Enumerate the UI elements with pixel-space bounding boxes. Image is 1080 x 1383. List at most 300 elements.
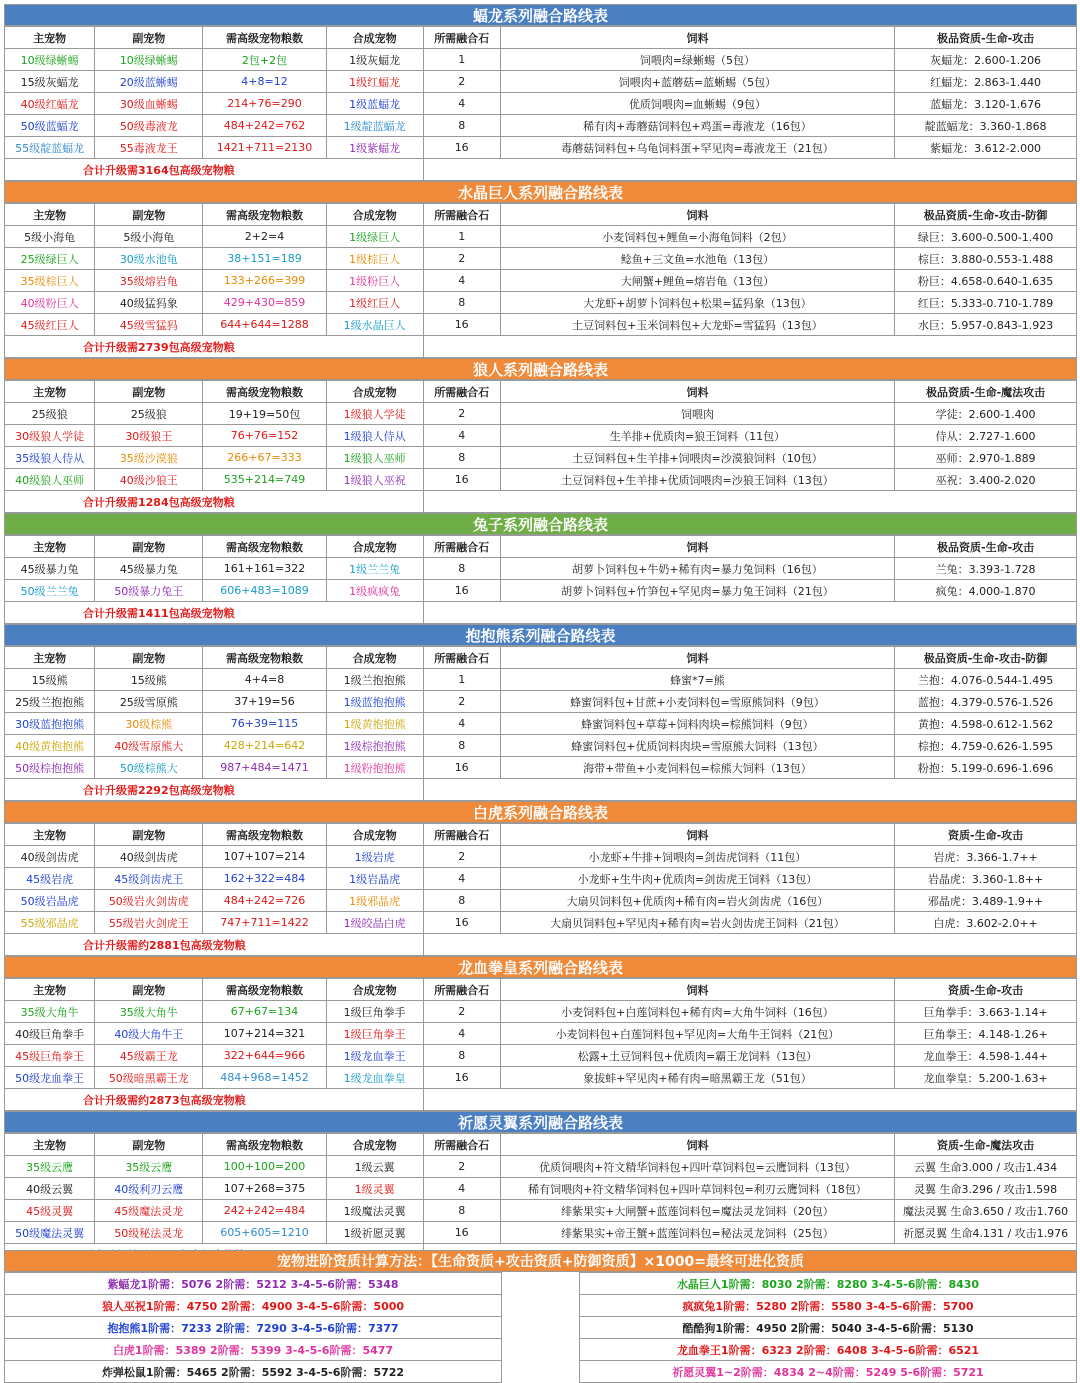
- header-cell: 所需融合石: [423, 647, 500, 669]
- footer-row: [580, 1273, 1077, 1295]
- footer-table: [579, 1272, 1077, 1383]
- footer-row: [580, 1317, 1077, 1339]
- table-row: [5, 248, 1077, 270]
- table-cell: 1级龙血拳王: [326, 1045, 423, 1067]
- table-cell: 8: [423, 735, 500, 757]
- header-cell: 饲料: [500, 979, 894, 1001]
- table-header-row: [5, 647, 1077, 669]
- header-cell: 需高级宠物粮数: [203, 381, 326, 403]
- table-cell: 40级巨角拳手: [5, 1023, 95, 1045]
- table-row: [5, 912, 1077, 934]
- table-cell: 40级沙狼王: [95, 469, 203, 491]
- table-cell: 土豆饲料包+生羊排+优质饲喂肉=沙狼王饲料（13包）: [500, 469, 894, 491]
- table-cell: 巨角拳手：3.663-1.14+: [895, 1001, 1077, 1023]
- section-0: [4, 4, 1077, 181]
- table-cell: 428+214=642: [203, 735, 326, 757]
- table-cell: 107+107=214: [203, 846, 326, 868]
- header-cell: 需高级宠物粮数: [203, 536, 326, 558]
- fusion-table: [4, 380, 1077, 513]
- table-cell: 大扇贝饲料包+优质肉+稀有肉=岩火剑齿虎（16包）: [500, 890, 894, 912]
- table-cell: 16: [423, 137, 500, 159]
- header-cell: 需高级宠物粮数: [203, 647, 326, 669]
- table-cell: 学徒：2.600-1.400: [895, 403, 1077, 425]
- table-cell: 35级云鹰: [5, 1156, 95, 1178]
- header-cell: 所需融合石: [423, 381, 500, 403]
- fusion-table: [4, 1133, 1077, 1266]
- table-row: [5, 868, 1077, 890]
- header-cell: 资质-生命-攻击: [895, 979, 1077, 1001]
- header-cell: 需高级宠物粮数: [203, 1134, 326, 1156]
- table-cell: 4: [423, 270, 500, 292]
- table-cell: 50级棕熊大: [95, 757, 203, 779]
- header-cell: 副宠物: [95, 647, 203, 669]
- header-cell: 饲料: [500, 647, 894, 669]
- table-cell: 2: [423, 691, 500, 713]
- table-cell: 45级岩虎: [5, 868, 95, 890]
- total-note: 合计升级需3164包高级宠物粮: [5, 159, 424, 181]
- table-cell: 5级小海龟: [95, 226, 203, 248]
- table-cell: 50级岩晶虎: [5, 890, 95, 912]
- table-cell: 35级熔岩龟: [95, 270, 203, 292]
- table-cell: 8: [423, 1200, 500, 1222]
- table-cell: 1级蓝蝠龙: [326, 93, 423, 115]
- table-cell: 稀有肉+毒蘑菇饲料包+鸡蛋=毒液龙（16包）: [500, 115, 894, 137]
- table-row: [5, 425, 1077, 447]
- table-cell: 1级红巨人: [326, 292, 423, 314]
- table-header-row: [5, 204, 1077, 226]
- table-cell: 133+266=399: [203, 270, 326, 292]
- table-cell: 8: [423, 292, 500, 314]
- table-cell: 40级云翼: [5, 1178, 95, 1200]
- evolution-footer: [4, 1250, 1077, 1383]
- table-header-row: [5, 1134, 1077, 1156]
- table-row: [5, 226, 1077, 248]
- table-header-row: [5, 979, 1077, 1001]
- table-cell: 1级兰抱抱熊: [326, 669, 423, 691]
- section-title: 龙血拳皇系列融合路线表: [4, 956, 1077, 978]
- table-cell: 40级大角牛王: [95, 1023, 203, 1045]
- table-cell: 胡萝卜饲料包+牛奶+稀有肉=暴力兔饲料（16包）: [500, 558, 894, 580]
- table-cell: 484+968=1452: [203, 1067, 326, 1089]
- table-cell: 30级血蜥蜴: [95, 93, 203, 115]
- header-cell: 极品资质-生命-魔法攻击: [895, 381, 1077, 403]
- table-row: [5, 580, 1077, 602]
- table-cell: 蓝抱：4.379-0.576-1.526: [895, 691, 1077, 713]
- table-cell: 45级霸王龙: [95, 1045, 203, 1067]
- header-cell: 主宠物: [5, 204, 95, 226]
- table-cell: 100+100=200: [203, 1156, 326, 1178]
- table-cell: 靛蓝蝠龙：3.360-1.868: [895, 115, 1077, 137]
- table-cell: 40级狼人巫师: [5, 469, 95, 491]
- table-cell: 棕抱：4.759-0.626-1.595: [895, 735, 1077, 757]
- table-row: [5, 713, 1077, 735]
- table-cell: 605+605=1210: [203, 1222, 326, 1244]
- section-title: 兔子系列融合路线表: [4, 513, 1077, 535]
- total-empty: [423, 934, 1076, 956]
- table-cell: 25级狼: [5, 403, 95, 425]
- total-row: [5, 159, 1077, 181]
- table-cell: 侍从：2.727-1.600: [895, 425, 1077, 447]
- table-cell: 40级剑齿虎: [95, 846, 203, 868]
- header-cell: 副宠物: [95, 381, 203, 403]
- header-cell: 饲料: [500, 381, 894, 403]
- table-cell: 1级狼人巫祝: [326, 469, 423, 491]
- table-cell: 50级岩火剑齿虎: [95, 890, 203, 912]
- table-cell: 海带+带鱼+小麦饲料包=棕熊大饲料（13包）: [500, 757, 894, 779]
- header-cell: 合成宠物: [326, 536, 423, 558]
- table-row: [5, 292, 1077, 314]
- table-cell: 4+8=12: [203, 71, 326, 93]
- table-cell: 35级沙漠狼: [95, 447, 203, 469]
- table-cell: 绯紫果实+帝王蟹+蓝莲饲料包=秘法灵龙饲料（25包）: [500, 1222, 894, 1244]
- footer-title: 宠物进阶资质计算方法：【生命资质+攻击资质+防御资质】×1000=最终可进化资质: [4, 1250, 1077, 1272]
- total-empty: [423, 779, 1076, 801]
- fusion-table: [4, 203, 1077, 358]
- table-row: [5, 71, 1077, 93]
- table-cell: 水巨：5.957-0.843-1.923: [895, 314, 1077, 336]
- table-cell: 蜂蜜饲料包+甘蔗+小麦饲料包=雪原熊饲料（9包）: [500, 691, 894, 713]
- table-cell: 40级黄抱抱熊: [5, 735, 95, 757]
- table-cell: 2: [423, 846, 500, 868]
- table-cell: 小龙虾+生牛肉+优质肉=剑齿虎王饲料（13包）: [500, 868, 894, 890]
- table-cell: 1级粉巨人: [326, 270, 423, 292]
- table-cell: 10级绿蜥蜴: [95, 49, 203, 71]
- table-cell: 1级水晶巨人: [326, 314, 423, 336]
- table-cell: 107+268=375: [203, 1178, 326, 1200]
- section-2: [4, 358, 1077, 513]
- table-cell: 1: [423, 669, 500, 691]
- total-row: [5, 934, 1077, 956]
- table-cell: 2: [423, 248, 500, 270]
- footer-cell: 炸弹松鼠1阶需：5465 2阶需：5592 3-4-5-6阶需：5722: [5, 1361, 502, 1383]
- table-cell: 灰蝠龙：2.600-1.206: [895, 49, 1077, 71]
- table-cell: 50级蓝蝠龙: [5, 115, 95, 137]
- table-cell: 1级粉抱抱熊: [326, 757, 423, 779]
- footer-right: [579, 1272, 1077, 1383]
- table-cell: 25级雪原熊: [95, 691, 203, 713]
- table-cell: 19+19=50包: [203, 403, 326, 425]
- table-row: [5, 691, 1077, 713]
- footer-row: [5, 1361, 502, 1383]
- table-cell: 37+19=56: [203, 691, 326, 713]
- table-cell: 白虎：3.602-2.0++: [895, 912, 1077, 934]
- table-cell: 1级棕抱抱熊: [326, 735, 423, 757]
- section-1: [4, 181, 1077, 358]
- fusion-table: [4, 26, 1077, 181]
- table-cell: 岩晶虎：3.360-1.8++: [895, 868, 1077, 890]
- table-cell: 4: [423, 1178, 500, 1200]
- table-cell: 祈愿灵翼 生命4.131 / 攻击1.976: [895, 1222, 1077, 1244]
- table-cell: 8: [423, 115, 500, 137]
- table-cell: 1级黄抱抱熊: [326, 713, 423, 735]
- section-7: [4, 1111, 1077, 1266]
- table-cell: 4: [423, 713, 500, 735]
- table-cell: 484+242=726: [203, 890, 326, 912]
- footer-cell: 水晶巨人1阶需：8030 2阶需：8280 3-4-5-6阶需：8430: [580, 1273, 1077, 1295]
- table-cell: 55级邪晶虎: [5, 912, 95, 934]
- total-empty: [423, 491, 1076, 513]
- table-cell: 16: [423, 469, 500, 491]
- section-title: 抱抱熊系列融合路线表: [4, 624, 1077, 646]
- table-cell: 606+483=1089: [203, 580, 326, 602]
- table-cell: 4: [423, 1023, 500, 1045]
- table-row: [5, 314, 1077, 336]
- table-cell: 1级紫蝠龙: [326, 137, 423, 159]
- fusion-table: [4, 646, 1077, 801]
- table-header-row: [5, 824, 1077, 846]
- table-cell: 1级灰蝠龙: [326, 49, 423, 71]
- fusion-route-document: [4, 4, 1077, 1266]
- table-cell: 16: [423, 1067, 500, 1089]
- table-header-row: [5, 27, 1077, 49]
- table-row: [5, 735, 1077, 757]
- table-cell: 毒蘑菇饲料包+乌龟饲料蛋+罕见肉=毒液龙王（21包）: [500, 137, 894, 159]
- header-cell: 饲料: [500, 1134, 894, 1156]
- table-cell: 161+161=322: [203, 558, 326, 580]
- table-cell: 1级皎晶白虎: [326, 912, 423, 934]
- footer-cell: 狼人巫祝1阶需：4750 2阶需：4900 3-4-5-6阶需：5000: [5, 1295, 502, 1317]
- total-row: [5, 779, 1077, 801]
- table-cell: 16: [423, 580, 500, 602]
- table-cell: 40级利刃云鹰: [95, 1178, 203, 1200]
- table-cell: 饲喂肉: [500, 403, 894, 425]
- table-cell: 45级暴力兔: [95, 558, 203, 580]
- table-cell: 214+76=290: [203, 93, 326, 115]
- section-6: [4, 956, 1077, 1111]
- table-cell: 松露+土豆饲料包+优质肉=霸王龙饲料（13包）: [500, 1045, 894, 1067]
- table-cell: 小麦饲料包+鲤鱼=小海龟饲料（2包）: [500, 226, 894, 248]
- table-cell: 龙血拳皇：5.200-1.63+: [895, 1067, 1077, 1089]
- table-cell: 45级红巨人: [5, 314, 95, 336]
- table-cell: 50级棕抱抱熊: [5, 757, 95, 779]
- table-cell: 1级龙血拳皇: [326, 1067, 423, 1089]
- fusion-table: [4, 978, 1077, 1111]
- table-cell: 40级猛犸象: [95, 292, 203, 314]
- table-cell: 1级巨角拳手: [326, 1001, 423, 1023]
- table-row: [5, 757, 1077, 779]
- header-cell: 主宠物: [5, 647, 95, 669]
- table-cell: 35级大角牛: [95, 1001, 203, 1023]
- header-cell: 资质-生命-攻击: [895, 824, 1077, 846]
- table-cell: 紫蝠龙：3.612-2.000: [895, 137, 1077, 159]
- table-cell: 红蝠龙：2.863-1.440: [895, 71, 1077, 93]
- header-cell: 所需融合石: [423, 1134, 500, 1156]
- header-cell: 饲料: [500, 824, 894, 846]
- table-cell: 20级蓝蜥蜴: [95, 71, 203, 93]
- header-cell: 主宠物: [5, 824, 95, 846]
- table-cell: 1: [423, 226, 500, 248]
- table-cell: 16: [423, 314, 500, 336]
- table-cell: 2: [423, 71, 500, 93]
- table-cell: 35级云鹰: [95, 1156, 203, 1178]
- table-cell: 蜂蜜*7=熊: [500, 669, 894, 691]
- table-row: [5, 1023, 1077, 1045]
- footer-cell: 酷酷狗1阶需：4950 2阶需：5040 3-4-5-6阶需：5130: [580, 1317, 1077, 1339]
- table-cell: 38+151=189: [203, 248, 326, 270]
- table-row: [5, 1045, 1077, 1067]
- header-cell: 主宠物: [5, 1134, 95, 1156]
- table-cell: 322+644=966: [203, 1045, 326, 1067]
- table-cell: 40级粉巨人: [5, 292, 95, 314]
- table-cell: 15级熊: [5, 669, 95, 691]
- total-row: [5, 336, 1077, 358]
- header-cell: 需高级宠物粮数: [203, 27, 326, 49]
- table-cell: 67+67=134: [203, 1001, 326, 1023]
- table-cell: 1级绿巨人: [326, 226, 423, 248]
- table-cell: 2: [423, 403, 500, 425]
- table-cell: 土豆饲料包+玉米饲料包+大龙虾=雪猛犸（13包）: [500, 314, 894, 336]
- table-cell: 蜂蜜饲料包+草莓+饲料肉块=棕熊饲料（9包）: [500, 713, 894, 735]
- table-row: [5, 270, 1077, 292]
- table-cell: 1级狼人学徒: [326, 403, 423, 425]
- table-cell: 邪晶虎：3.489-1.9++: [895, 890, 1077, 912]
- table-cell: 象拔蚌+罕见肉+稀有肉=暗黑霸王龙（51包）: [500, 1067, 894, 1089]
- table-cell: 大龙虾+胡萝卜饲料包+松果=猛犸象（13包）: [500, 292, 894, 314]
- table-cell: 1级祈愿灵翼: [326, 1222, 423, 1244]
- table-cell: 40级红蝠龙: [5, 93, 95, 115]
- header-cell: 需高级宠物粮数: [203, 824, 326, 846]
- header-cell: 极品资质-生命-攻击-防御: [895, 647, 1077, 669]
- table-row: [5, 890, 1077, 912]
- table-cell: 429+430=859: [203, 292, 326, 314]
- section-title: 狼人系列融合路线表: [4, 358, 1077, 380]
- table-cell: 2: [423, 1001, 500, 1023]
- header-cell: 主宠物: [5, 381, 95, 403]
- header-cell: 需高级宠物粮数: [203, 204, 326, 226]
- header-cell: 合成宠物: [326, 381, 423, 403]
- table-cell: 胡萝卜饲料包+竹笋包+罕见肉=暴力兔王饲料（21包）: [500, 580, 894, 602]
- table-cell: 30级狼人学徒: [5, 425, 95, 447]
- table-cell: 50级秘法灵龙: [95, 1222, 203, 1244]
- table-row: [5, 403, 1077, 425]
- table-cell: 绿巨：3.600-0.500-1.400: [895, 226, 1077, 248]
- table-cell: 疯兔：4.000-1.870: [895, 580, 1077, 602]
- table-cell: 25级兰抱抱熊: [5, 691, 95, 713]
- table-cell: 45级雪猛犸: [95, 314, 203, 336]
- table-cell: 10级绿蜥蜴: [5, 49, 95, 71]
- header-cell: 合成宠物: [326, 824, 423, 846]
- table-cell: 1: [423, 49, 500, 71]
- footer-row: [5, 1317, 502, 1339]
- table-cell: 15级灰蝠龙: [5, 71, 95, 93]
- table-row: [5, 1156, 1077, 1178]
- table-cell: 稀有饲喂肉+符文精华饲料包+四叶草饲料包=利刃云鹰饲料（18包）: [500, 1178, 894, 1200]
- footer-cell: 白虎1阶需：5389 2阶需：5399 3-4-5-6阶需：5477: [5, 1339, 502, 1361]
- table-cell: 1级兰兰兔: [326, 558, 423, 580]
- table-cell: 35级狼人侍从: [5, 447, 95, 469]
- total-note: 合计升级需1411包高级宠物粮: [5, 602, 424, 624]
- table-row: [5, 469, 1077, 491]
- header-cell: 饲料: [500, 204, 894, 226]
- table-cell: 50级暴力兔王: [95, 580, 203, 602]
- header-cell: 饲料: [500, 536, 894, 558]
- table-row: [5, 1200, 1077, 1222]
- section-title: 蝠龙系列融合路线表: [4, 4, 1077, 26]
- table-cell: 土豆饲料包+生羊排+饲喂肉=沙漠狼饲料（10包）: [500, 447, 894, 469]
- table-cell: 987+484=1471: [203, 757, 326, 779]
- table-cell: 4: [423, 868, 500, 890]
- table-cell: 35级大角牛: [5, 1001, 95, 1023]
- total-empty: [423, 602, 1076, 624]
- table-cell: 粉抱：5.199-0.696-1.696: [895, 757, 1077, 779]
- table-cell: 45级暴力兔: [5, 558, 95, 580]
- footer-cell: 抱抱熊1阶需：7233 2阶需：7290 3-4-5-6阶需：7377: [5, 1317, 502, 1339]
- table-row: [5, 558, 1077, 580]
- header-cell: 合成宠物: [326, 27, 423, 49]
- table-cell: 50级兰兰兔: [5, 580, 95, 602]
- table-row: [5, 1178, 1077, 1200]
- table-header-row: [5, 536, 1077, 558]
- table-cell: 40级剑齿虎: [5, 846, 95, 868]
- table-cell: 8: [423, 1045, 500, 1067]
- table-cell: 40级雪原熊大: [95, 735, 203, 757]
- table-cell: 25级绿巨人: [5, 248, 95, 270]
- table-cell: 巨角拳王：4.148-1.26+: [895, 1023, 1077, 1045]
- table-cell: 黄抱：4.598-0.612-1.562: [895, 713, 1077, 735]
- table-row: [5, 137, 1077, 159]
- table-cell: 灵翼 生命3.296 / 攻击1.598: [895, 1178, 1077, 1200]
- table-cell: 1级巨角拳王: [326, 1023, 423, 1045]
- table-cell: 4: [423, 93, 500, 115]
- header-cell: 合成宠物: [326, 204, 423, 226]
- table-cell: 1级蓝抱抱熊: [326, 691, 423, 713]
- table-cell: 蓝蝠龙：3.120-1.676: [895, 93, 1077, 115]
- table-cell: 4: [423, 425, 500, 447]
- table-cell: 岩虎：3.366-1.7++: [895, 846, 1077, 868]
- table-cell: 兰抱：4.076-0.544-1.495: [895, 669, 1077, 691]
- table-cell: 饲喂肉=绿蜥蜴（5包）: [500, 49, 894, 71]
- table-row: [5, 447, 1077, 469]
- total-note: 合计升级需约2881包高级宠物粮: [5, 934, 424, 956]
- table-cell: 55毒液龙王: [95, 137, 203, 159]
- fusion-table: [4, 823, 1077, 956]
- table-cell: 162+322=484: [203, 868, 326, 890]
- table-cell: 巫祝：3.400-2.020: [895, 469, 1077, 491]
- table-cell: 8: [423, 890, 500, 912]
- header-cell: 极品资质-生命-攻击: [895, 27, 1077, 49]
- table-cell: 747+711=1422: [203, 912, 326, 934]
- table-cell: 小龙虾+牛排+饲喂肉=剑齿虎饲料（11包）: [500, 846, 894, 868]
- total-note: 合计升级需2292包高级宠物粮: [5, 779, 424, 801]
- table-cell: 小麦饲料包+白莲饲料包+罕见肉=大角牛王饲料（21包）: [500, 1023, 894, 1045]
- table-cell: 4+4=8: [203, 669, 326, 691]
- table-cell: 50级毒液龙: [95, 115, 203, 137]
- table-row: [5, 93, 1077, 115]
- table-cell: 16: [423, 1222, 500, 1244]
- footer-row: [580, 1361, 1077, 1383]
- table-cell: 644+644=1288: [203, 314, 326, 336]
- section-4: [4, 624, 1077, 801]
- table-cell: 生羊排+优质肉=狼王饲料（11包）: [500, 425, 894, 447]
- total-row: [5, 602, 1077, 624]
- table-cell: 30级棕熊: [95, 713, 203, 735]
- header-cell: 副宠物: [95, 536, 203, 558]
- table-header-row: [5, 381, 1077, 403]
- footer-row: [5, 1273, 502, 1295]
- table-cell: 1级邪晶虎: [326, 890, 423, 912]
- table-cell: 107+214=321: [203, 1023, 326, 1045]
- header-cell: 副宠物: [95, 1134, 203, 1156]
- table-cell: 1级岩虎: [326, 846, 423, 868]
- footer-table: [4, 1272, 502, 1383]
- table-cell: 饲喂肉+蓝蘑菇=蓝蜥蜴（5包）: [500, 71, 894, 93]
- table-cell: 45级剑齿虎王: [95, 868, 203, 890]
- total-empty: [423, 159, 1076, 181]
- header-cell: 主宠物: [5, 979, 95, 1001]
- footer-cell: 龙血拳王1阶需：6323 2阶需：6408 3-4-5-6阶需：6521: [580, 1339, 1077, 1361]
- header-cell: 副宠物: [95, 824, 203, 846]
- header-cell: 合成宠物: [326, 979, 423, 1001]
